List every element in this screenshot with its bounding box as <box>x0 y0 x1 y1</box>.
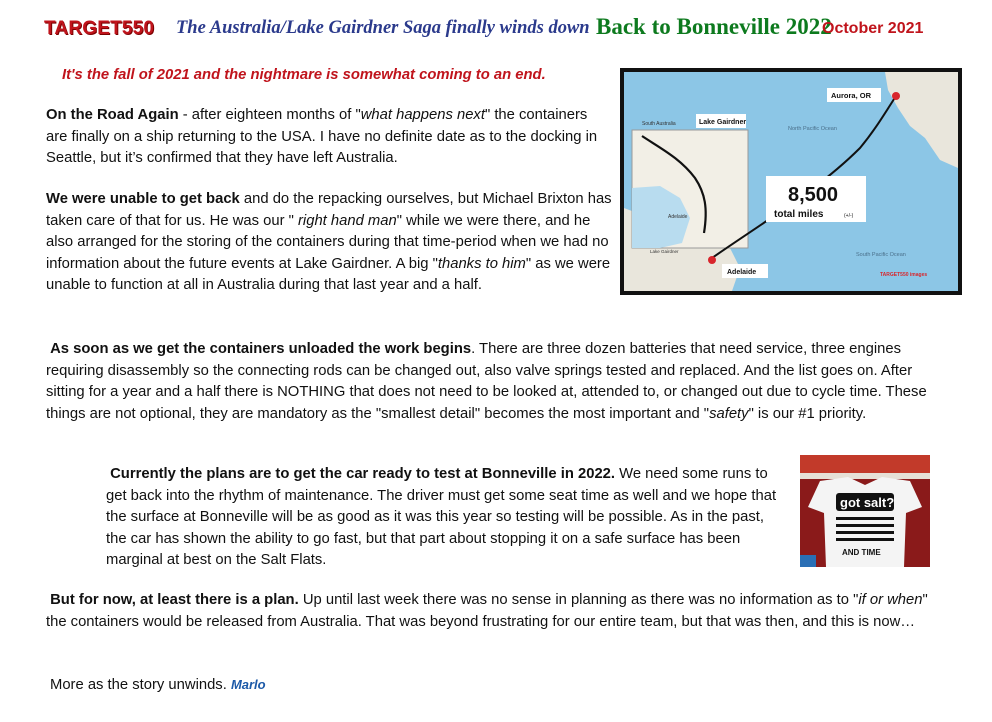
paragraph-unable-to-get-back <box>46 189 612 297</box>
paragraph-lead: We were unable to get back <box>46 191 240 207</box>
closing-line <box>50 674 650 697</box>
paragraph-text: and do the repacking ourselves, but Michael Brixton has taken care of that for us. He was our " <box>46 191 612 229</box>
paragraph-work-begins <box>46 339 946 425</box>
south-pacific-label: South Pacific Ocean <box>856 252 906 258</box>
shirt-slogan: got salt? <box>840 495 895 510</box>
paragraph-on-the-road <box>46 105 612 170</box>
emphasis-text: safety <box>709 405 749 422</box>
paragraph-lead: But for now, at least there is a plan. <box>50 592 299 608</box>
lake-label: Lake Gairdner <box>699 119 747 126</box>
paragraph-text: " the containers are finally on a ship returning to the USA. I have no definite date as to the docking in Seattle, but it’s confirmed that they have left Australia. <box>46 107 598 166</box>
print-line <box>836 524 894 527</box>
miles-label: total miles <box>774 209 824 220</box>
emphasis-text: right hand man <box>298 212 397 229</box>
canopy <box>800 455 930 473</box>
canopy-edge <box>800 473 930 479</box>
lake-small-label: Lake Gairdner <box>650 249 679 254</box>
print-line <box>836 538 894 541</box>
paragraph-lead: As soon as we get the containers unloaded the work begins <box>50 341 472 357</box>
miles-value: 8,500 <box>788 184 839 206</box>
image-credit: TARGET550 images <box>880 272 928 278</box>
shirt-line2: AND TIME <box>842 548 881 557</box>
paragraph-text: We need some runs to get back into the rhythm of maintenance. The driver must get some seat time as well and we hope that the surface at Bonneville will be as good as it was this year so testing will be possible. As in the past, the car has shown the ability to go fast, but that part about stopping it on a safe surface has been marginal at best on the Salt Flats. <box>106 466 777 568</box>
paragraph-text: " while we were there, and he also arranged for the storing of the containers during that time-period when we had no information about the future events at Lake Gairdner. A big " <box>46 212 609 272</box>
paragraph-text: - after eighteen months of " <box>178 107 361 123</box>
page-header <box>0 10 992 44</box>
miles-note: (+/-) <box>844 213 854 219</box>
shirt-graphic <box>800 455 930 567</box>
emphasis-text: thanks to him <box>437 255 526 272</box>
paragraph-text: Up until last week there was no sense in planning as there was no information as to " <box>298 592 859 608</box>
paragraph-plans-bonneville <box>106 464 784 572</box>
got-salt-shirt-photo <box>800 455 930 567</box>
paragraph-there-is-a-plan <box>46 590 946 633</box>
aurora-pin <box>892 92 900 100</box>
paragraph-text: " is our #1 priority. <box>748 405 867 422</box>
paragraph-text: " the containers would be released from Australia. That was beyond frustrating for our entire team, but that was then, and this is now… <box>46 592 928 630</box>
adelaide-label: Adelaide <box>727 269 757 276</box>
issue-date: October 2021 <box>822 20 924 37</box>
signature: Marlo <box>230 677 266 692</box>
brand-title: TARGET550 <box>44 18 155 39</box>
saga-subtitle: The Australia/Lake Gairdner Saga finally winds down <box>176 18 590 38</box>
emphasis-text: if or when <box>858 592 923 608</box>
print-line <box>836 517 894 520</box>
paragraph-text: . There are three dozen batteries that need service, three engines requiring disassembly so the connecting rods can be changed out, also valve springs tested and replaced. And the list goes on. After sitting for a year and a half there is NOTHING that does not need to be looked at, attended to, or changed out due to cycle time. These things are not optional, they are mandatory as the "smallest detail" becomes the most important and " <box>46 341 927 422</box>
route-map-image <box>620 68 962 295</box>
inset-adelaide-label: Adelaide <box>668 214 688 220</box>
paragraph-lead: Currently the plans are to get the car ready to test at Bonneville in 2022. <box>110 466 616 482</box>
north-pacific-label: North Pacific Ocean <box>788 126 837 132</box>
headline: Back to Bonneville 2022 <box>596 14 832 39</box>
south-australia-label: South Australia <box>642 121 676 127</box>
emphasis-text: what happens next <box>360 107 485 123</box>
intro-line: It's the fall of 2021 and the nightmare is somewhat coming to an end. <box>62 67 546 83</box>
route-map-graphic <box>620 68 962 295</box>
print-line <box>836 531 894 534</box>
paragraph-lead: On the Road Again <box>46 107 179 123</box>
paragraph-text: " as we were unable to function at all in Australia during that last year and a half. <box>46 255 611 293</box>
blue-item <box>800 555 816 567</box>
closing-text: More as the story unwinds. <box>50 677 231 693</box>
adelaide-pin <box>708 256 716 264</box>
aurora-label: Aurora, OR <box>831 91 872 100</box>
